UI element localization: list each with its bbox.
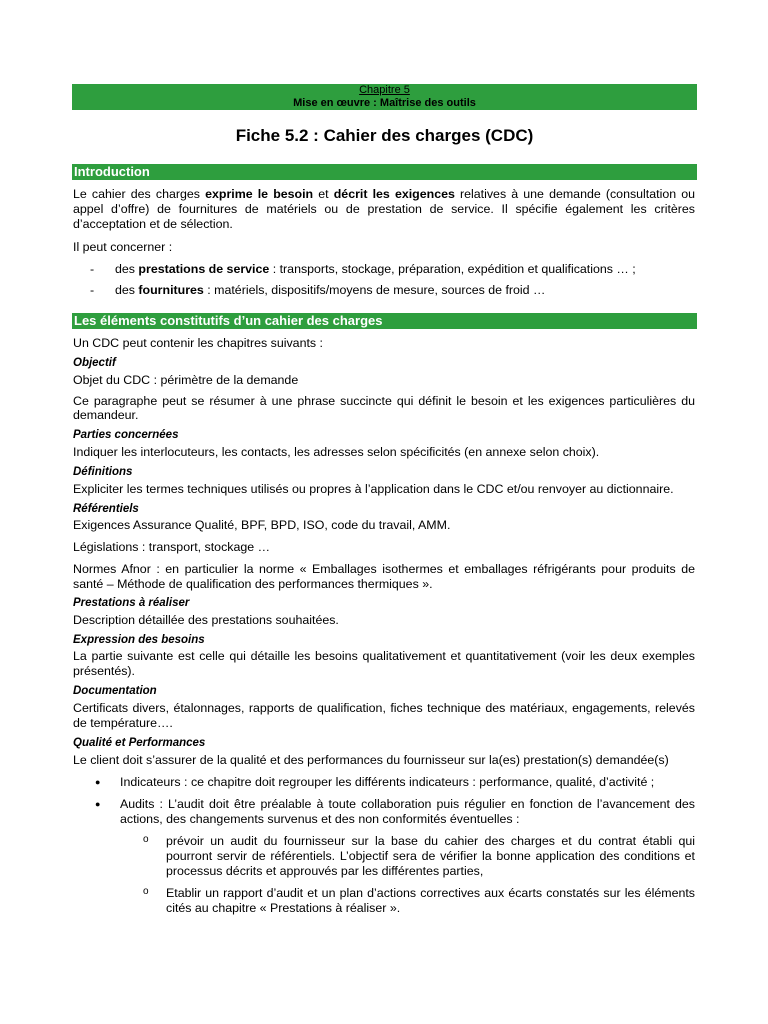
bullet-marker: ●	[95, 777, 101, 788]
text-run: : transports, stockage, préparation, expédition et qualifications … ;	[269, 261, 636, 276]
text-run: Le cahier des charges	[73, 187, 206, 201]
emphasis-text: exprime le besoin	[205, 187, 314, 201]
paragraph: Le client doit s’assurer de la qualité et des performances du fournisseur sur la(es) prestation(s) demandée(s)	[73, 752, 669, 767]
bullet-marker: ●	[95, 799, 101, 810]
paragraph: Indiquer les interlocuteurs, les contacts, les adresses selon spécificités (en annexe selon choix).	[73, 445, 600, 460]
text-run: relatives à une demande (consultation ou appel d’offre) de fournitures de matériels ou de prestation de service. Il spécifie également les critères d’acceptation et de sélection.	[73, 187, 696, 231]
paragraph: Ce paragraphe peut se résumer à une phrase succincte qui définit le besoin et les exigences particulières du demandeur.	[73, 393, 695, 423]
chapter-number: Chapitre 5	[359, 84, 410, 96]
text-run: : matériels, dispositifs/moyens de mesure, sources de froid …	[203, 283, 546, 298]
subheading-documentation: Documentation	[73, 685, 157, 698]
list-item	[73, 886, 695, 916]
text-run: Indicateurs : ce chapitre doit regrouper les différents indicateurs : performance, qualité, d’activité ;	[120, 775, 655, 790]
text-run: et	[313, 187, 334, 201]
dash-marker: -	[90, 261, 95, 276]
paragraph: La partie suivante est celle qui détaille les besoins qualitativement et quantitativement (voir les deux exemples présentés).	[73, 649, 695, 679]
section-heading-elements: Les éléments constitutifs d’un cahier des charges	[72, 313, 697, 329]
subheading-parties: Parties concernées	[73, 429, 179, 442]
paragraph: Exigences Assurance Qualité, BPF, BPD, ISO, code du travail, AMM.	[73, 518, 451, 533]
elements-content	[73, 336, 695, 915]
list-item	[73, 834, 695, 879]
chapter-banner	[72, 84, 697, 110]
paragraph: Description détaillée des prestations souhaitées.	[73, 612, 339, 627]
circle-marker: o	[143, 885, 149, 897]
intro-content	[73, 187, 695, 298]
text-run: des	[115, 283, 139, 298]
subheading-prestations: Prestations à réaliser	[73, 596, 190, 609]
list-item	[73, 262, 695, 277]
intro-paragraph	[73, 187, 695, 232]
dash-marker: -	[90, 283, 95, 298]
subheading-objectif: Objectif	[73, 356, 116, 369]
section-heading-introduction: Introduction	[72, 164, 697, 180]
paragraph: Certificats divers, étalonnages, rapports de qualification, fiches technique des matériaux, engagements, relevés de température….	[73, 700, 695, 730]
subheading-referentiels: Référentiels	[73, 502, 139, 515]
circle-marker: o	[143, 834, 149, 845]
paragraph: Normes Afnor : en particulier la norme « Emballages isothermes et emballages réfrigérants pour produits de santé – Méthode de qualification des performances thermiques ».	[73, 562, 695, 592]
emphasis-text: décrit les exigences	[333, 187, 455, 201]
list-item	[73, 775, 695, 790]
intro-concern-line: Il peut concerner :	[73, 239, 173, 254]
paragraph: Législations : transport, stockage …	[73, 540, 270, 555]
subheading-definitions: Définitions	[73, 465, 133, 478]
emphasis-text: prestations de service	[138, 261, 270, 276]
elements-lead: Un CDC peut contenir les chapitres suivants :	[73, 336, 323, 350]
emphasis-text: fournitures	[138, 283, 204, 298]
list-item	[73, 797, 695, 827]
text-run: des	[115, 261, 139, 276]
chapter-subtitle: Mise en œuvre : Maîtrise des outils	[293, 97, 476, 109]
paragraph: Objet du CDC : périmètre de la demande	[73, 372, 299, 387]
subheading-expression: Expression des besoins	[73, 633, 205, 646]
page-title: Fiche 5.2 : Cahier des charges (CDC)	[235, 126, 534, 145]
text-run: prévoir un audit du fournisseur sur la base du cahier des charges et du contrat établi qui pourront servir de référentiels. L’objectif sera de vérifier la bonne application des conditions et processus décrits et approuvés par les différentes parties,	[166, 834, 695, 878]
list-item	[73, 283, 695, 298]
paragraph: Expliciter les termes techniques utilisés ou propres à l’application dans le CDC et/ou renvoyer au dictionnaire.	[73, 481, 674, 496]
subheading-qualite: Qualité et Performances	[73, 736, 206, 749]
text-run: Audits : L’audit doit être préalable à toute collaboration puis régulier en fonction de l’avancement des actions, des changements survenus et des non conformités éventuelles :	[120, 797, 695, 827]
text-run: Etablir un rapport d’audit et un plan d’actions correctives aux écarts constatés sur les éléments cités au chapitre « Prestations à réaliser ».	[166, 885, 695, 915]
